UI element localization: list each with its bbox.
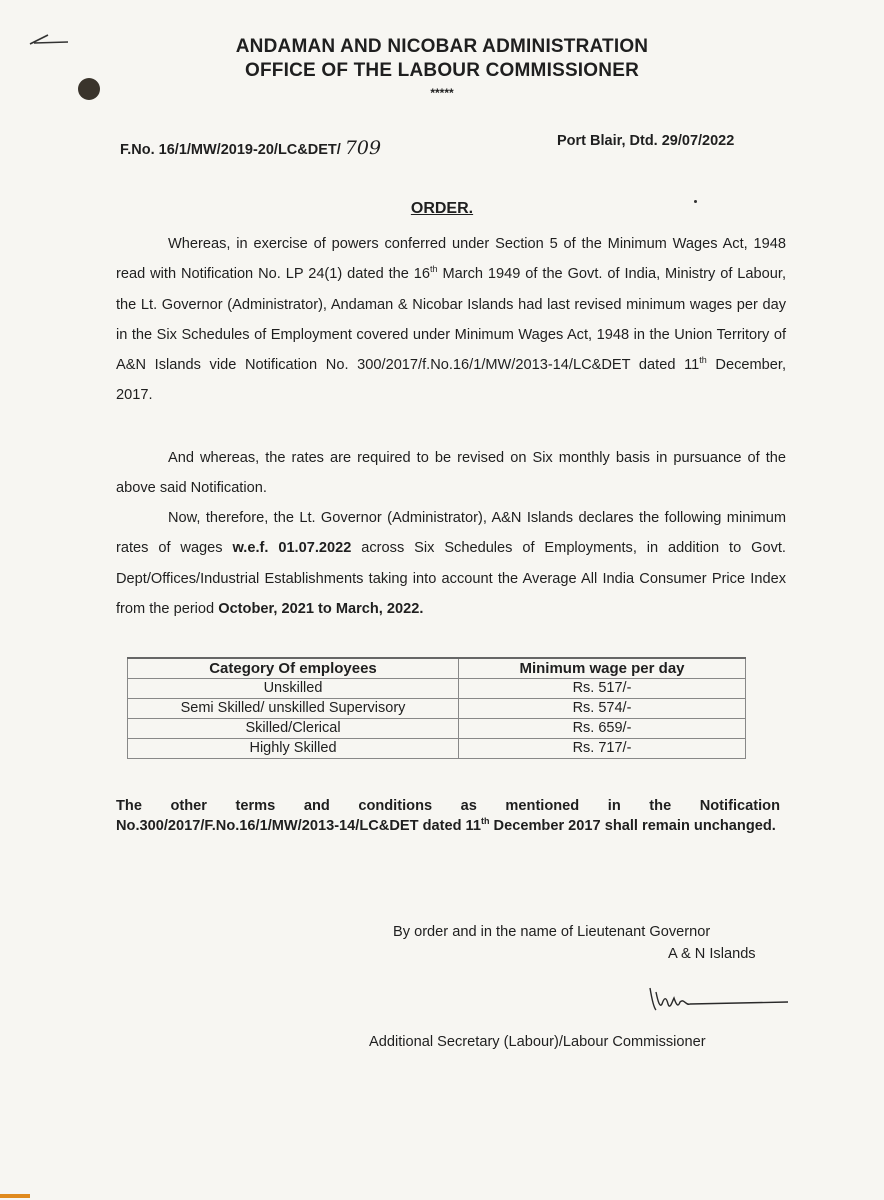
- category-cell: Skilled/Clerical: [128, 719, 459, 739]
- signature-territory-line: A & N Islands: [668, 946, 756, 962]
- header-stars: *****: [430, 86, 454, 100]
- category-cell: Semi Skilled/ unskilled Supervisory: [128, 699, 459, 719]
- wage-cell: Rs. 517/-: [459, 679, 746, 699]
- p1-text-a: Whereas, in exercise of powers conferred under Section 5 of the Minimum Wages Act, 1948 read with Notification No. LP 24(1) dated the 16: [116, 236, 786, 283]
- p3-period: October, 2021 to March, 2022.: [218, 600, 424, 617]
- signatory-designation: Additional Secretary (Labour)/Labour Commissioner: [369, 1034, 706, 1050]
- closing-text-a: The other terms and conditions as mentioned in the Notification No.300/2017/F.No.16/1/MW/2013-14/LC&DET dated 11: [116, 798, 780, 834]
- table-row: [128, 699, 746, 719]
- order-title: ORDER.: [410, 200, 474, 217]
- category-cell: Highly Skilled: [128, 739, 459, 759]
- wage-cell: Rs. 659/-: [459, 719, 746, 739]
- table-row: [128, 739, 746, 759]
- p3-effective-date: w.e.f. 01.07.2022: [232, 540, 352, 557]
- closing-text-b: December 2017 shall remain unchanged.: [489, 817, 776, 834]
- signature-authority-line: By order and in the name of Lieutenant Governor: [393, 924, 711, 940]
- p1-text-c: December, 2017.: [116, 357, 786, 404]
- table-row: [128, 719, 746, 739]
- p3-text-c: across Six Schedules of Employments, in addition to Govt. Dept/Offices/Industrial Establishments taking into account the Average All India Consumer Price Index from the period: [116, 540, 786, 617]
- file-number: [120, 137, 381, 159]
- table-header-category: Category Of employees: [128, 658, 459, 679]
- category-cell: Unskilled: [128, 679, 459, 699]
- wage-table: [127, 657, 746, 759]
- closing-sup: th: [481, 815, 490, 826]
- file-number-text: F.No. 16/1/MW/2019-20/LC&DET/: [120, 142, 345, 158]
- paragraph-3: [116, 503, 786, 624]
- edge-mark: [0, 1194, 30, 1198]
- wage-cell: Rs. 717/-: [459, 739, 746, 759]
- header-line-2: OFFICE OF THE LABOUR COMMISSIONER: [245, 60, 639, 81]
- signature-scribble: [640, 980, 790, 1020]
- paragraph-1: [116, 229, 786, 411]
- header-line-1: ANDAMAN AND NICOBAR ADMINISTRATION: [235, 36, 649, 57]
- p1-text-b: March 1949 of the Govt. of India, Ministry of Labour, the Lt. Governor (Administrator), Andaman & Nicobar Islands had last revised minimum wages per day in the Six Schedules of Employment covered under Minimum Wages Act, 1948 in the Union Territory of A&N Islands vide Notification No. 300/2017/f.No.16/1/MW/2013-14/LC&DET dated 11: [116, 266, 787, 374]
- place-date: Port Blair, Dtd. 29/07/2022: [557, 133, 735, 149]
- table-header-row: [128, 658, 746, 679]
- handwritten-number: 709: [344, 137, 382, 159]
- p1-sup-1: th: [430, 264, 438, 275]
- p1-sup-2: th: [699, 355, 707, 366]
- paragraph-2: And whereas, the rates are required to be revised on Six monthly basis in pursuance of the above said Notification.: [116, 450, 786, 497]
- table-header-wage: Minimum wage per day: [459, 658, 746, 679]
- closing-paragraph: [116, 797, 780, 836]
- p3-text-a: Now, therefore, the Lt. Governor (Administrator), A&N Islands declares the following minimum rates of wages: [116, 510, 786, 557]
- wage-cell: Rs. 574/-: [459, 699, 746, 719]
- table-row: [128, 679, 746, 699]
